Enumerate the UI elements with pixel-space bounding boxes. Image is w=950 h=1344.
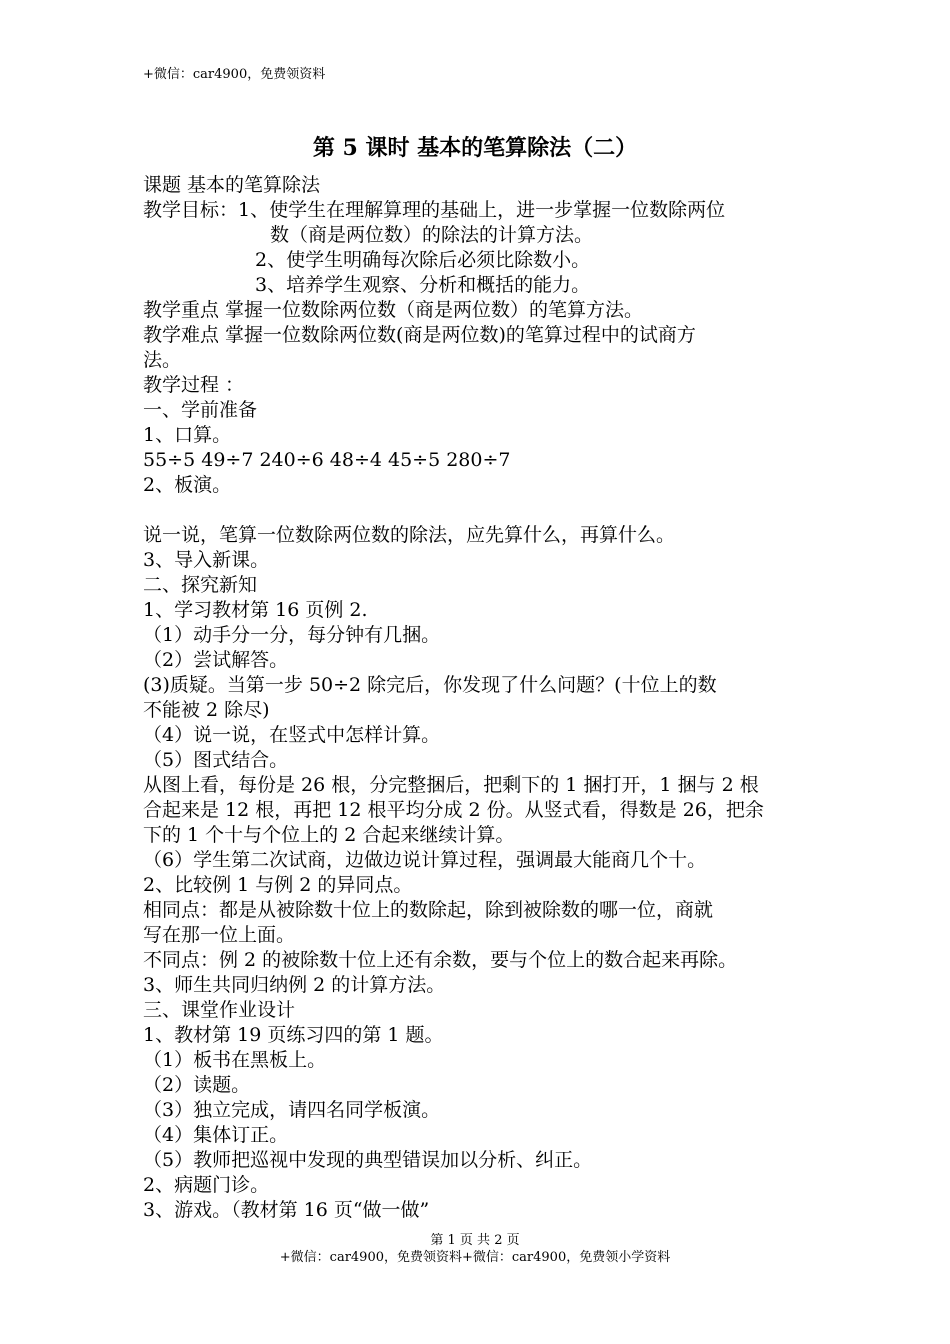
text-line: （4）说一说，在竖式中怎样计算。 — [143, 724, 441, 746]
text-line: 2、板演。 — [143, 474, 232, 496]
text-line: 2、使学生明确每次除后必须比除数小。 — [255, 249, 591, 271]
text-line: 课题 基本的笔算除法 — [143, 174, 321, 196]
lesson-body — [143, 173, 811, 1223]
text-line: 3、培养学生观察、分析和概括的能力。 — [255, 274, 591, 296]
text-line: 数（商是两位数）的除法的计算方法。 — [270, 224, 594, 246]
text-line: 三、课堂作业设计 — [143, 999, 296, 1021]
text-line: 写在那一位上面。 — [143, 924, 296, 946]
text-line: 相同点：都是从被除数十位上的数除起，除到被除数的哪一位，商就 — [143, 899, 714, 921]
text-line: （5）图式结合。 — [143, 749, 289, 771]
text-line: 1、口算。 — [143, 424, 232, 446]
text-line: （2）尝试解答。 — [143, 649, 289, 671]
text-line: 3、导入新课。 — [143, 549, 270, 571]
text-line: 2、比较例 1 与例 2 的异同点。 — [143, 874, 413, 896]
text-line: （6）学生第二次试商，边做边说计算过程，强调最大能商几个十。 — [143, 849, 707, 871]
text-line: 教学目标：1、使学生在理解算理的基础上，进一步掌握一位数除两位 — [143, 199, 726, 221]
text-line: 教学重点 掌握一位数除两位数（商是两位数）的笔算方法。 — [143, 299, 644, 321]
text-line: 不同点：例 2 的被除数十位上还有余数，要与个位上的数合起来再除。 — [143, 949, 738, 971]
text-line: 合起来是 12 根，再把 12 根平均分成 2 份。从竖式看，得数是 26，把余 — [143, 799, 764, 821]
text-line: （5）教师把巡视中发现的典型错误加以分析、纠正。 — [143, 1149, 593, 1171]
text-line: 二、探究新知 — [143, 574, 258, 596]
footer-note: +微信：car4900，免费领资料+微信：car4900，免费领小学资料 — [279, 1250, 671, 1265]
text-line: (3)质疑。当第一步 50÷2 除完后，你发现了什么问题？(十位上的数 — [143, 674, 717, 696]
text-line: 法。 — [143, 349, 182, 371]
text-line: 从图上看，每份是 26 根，分完整捆后，把剩下的 1 捆打开，1 捆与 2 根 — [143, 774, 759, 796]
text-line: （1）板书在黑板上。 — [143, 1049, 327, 1071]
text-line: 3、师生共同归纳例 2 的计算方法。 — [143, 974, 446, 996]
text-line: 说一说，笔算一位数除两位数的除法，应先算什么，再算什么。 — [143, 524, 676, 546]
text-line: （3）独立完成，请四名同学板演。 — [143, 1099, 441, 1121]
text-line: 1、学习教材第 16 页例 2. — [143, 599, 368, 621]
text-line: 3、游戏。（教材第 16 页“做一做” — [143, 1199, 430, 1221]
text-line: （2）读题。 — [143, 1074, 251, 1096]
text-line: 一、学前准备 — [143, 399, 258, 421]
text-line: 教学难点 掌握一位数除两位数(商是两位数)的笔算过程中的试商方 — [143, 324, 696, 346]
blank-line — [143, 498, 811, 523]
text-line: 不能被 2 除尽) — [143, 699, 270, 721]
header-note: +微信：car4900，免费领资料 — [143, 67, 326, 82]
text-line: 55÷5 49÷7 240÷6 48÷4 45÷5 280÷7 — [143, 449, 511, 471]
page-number: 第 1 页 共 2 页 — [430, 1233, 520, 1248]
text-line: （1）动手分一分，每分钟有几捆。 — [143, 624, 441, 646]
text-line: 下的 1 个十与个位上的 2 合起来继续计算。 — [143, 824, 515, 846]
page-title: 第 5 课时 基本的笔算除法（二） — [312, 135, 638, 161]
text-line: 教学过程 ： — [143, 374, 245, 396]
text-line: 1、教材第 19 页练习四的第 1 题。 — [143, 1024, 444, 1046]
text-line: 2、病题门诊。 — [143, 1174, 270, 1196]
text-line: （4）集体订正。 — [143, 1124, 289, 1146]
